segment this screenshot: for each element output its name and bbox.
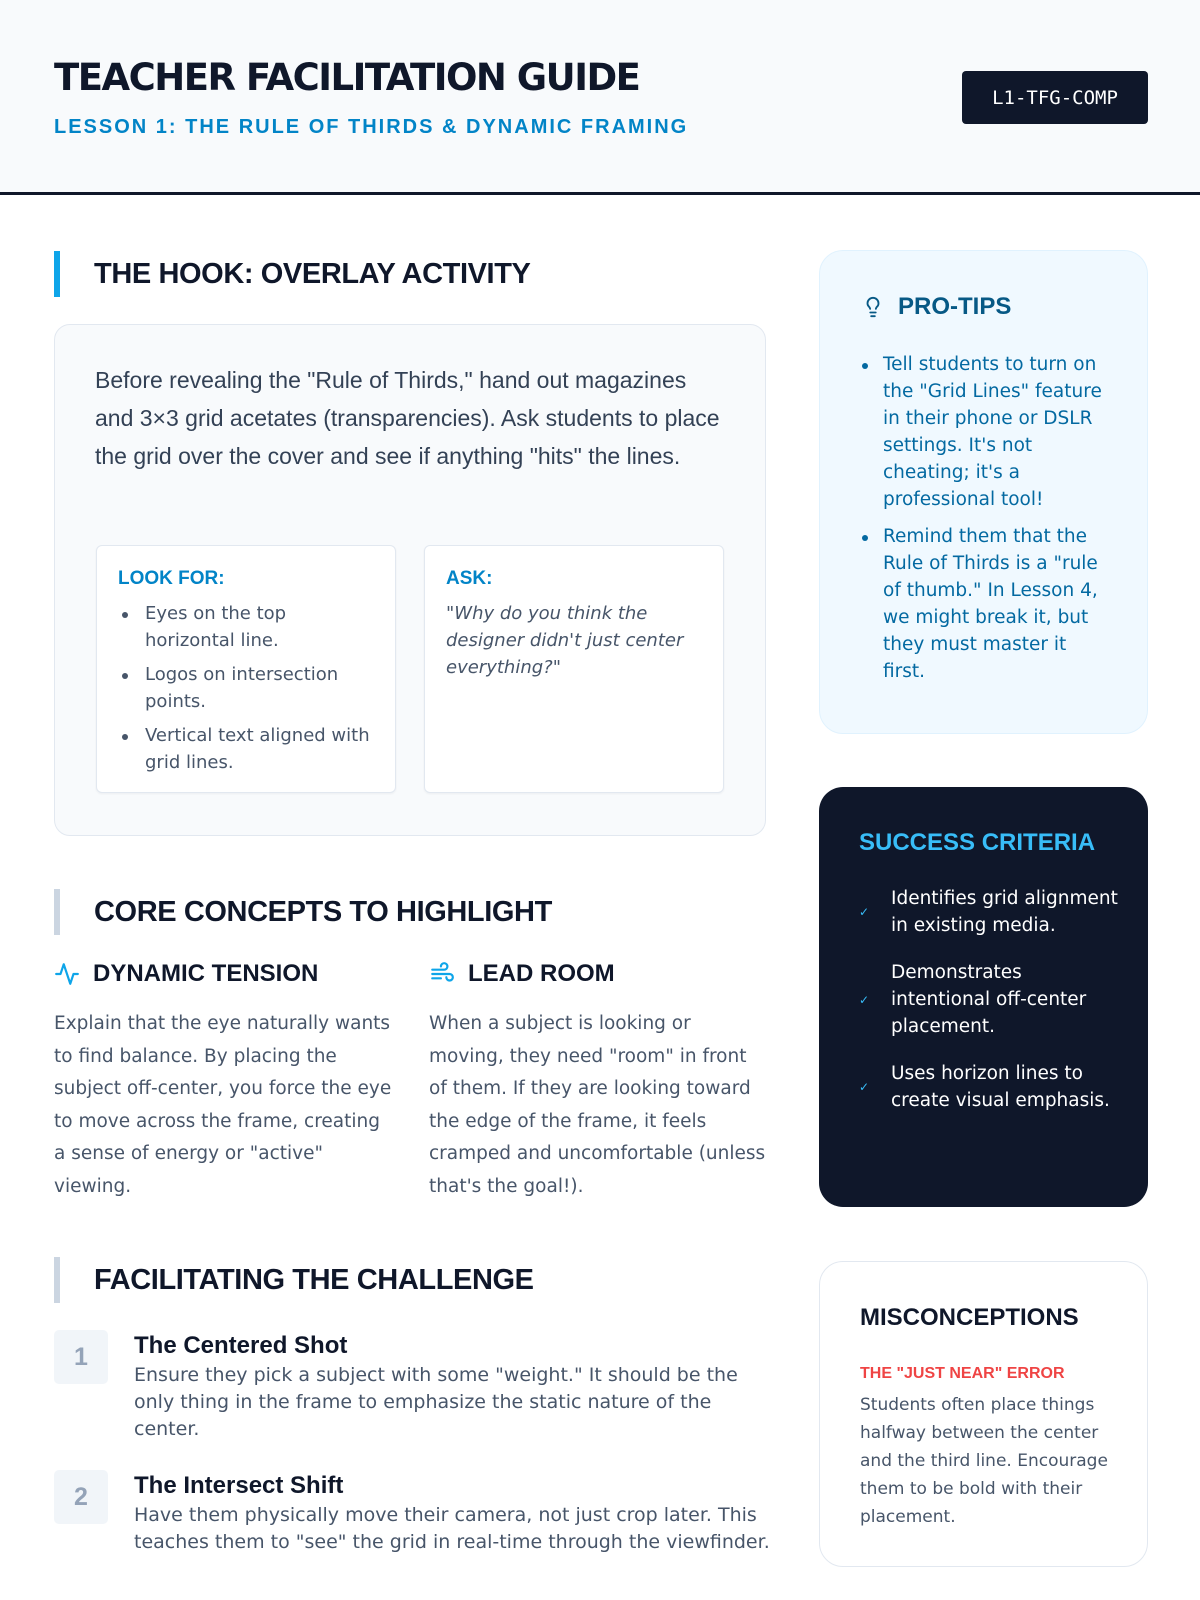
document-code-badge: L1-TFG-COMP	[962, 71, 1148, 124]
concept-title-dynamic-tension	[54, 960, 318, 988]
list-item	[859, 1060, 1119, 1114]
step-title: The Centered Shot	[134, 1332, 348, 1359]
criteria-text: Demonstrates intentional off-center placement.	[891, 962, 1087, 1037]
page-title: TEACHER FACILITATION GUIDE	[54, 56, 640, 99]
success-criteria-title: SUCCESS CRITERIA	[859, 829, 1096, 856]
check-icon: ✓	[859, 1080, 870, 1094]
concept-body-lead-room: When a subject is looking or moving, they need "room" in front of them. If they are looking toward the edge of the frame, it feels cramped and uncomfortable (unless that's the goal!).	[429, 1013, 766, 1197]
concept-title-lead-room	[429, 960, 615, 988]
ask-quote: "Why do you think the designer didn't just center everything?"	[446, 603, 684, 678]
list-item: Tell students to turn on the "Grid Lines" feature in their phone or DSLR settings. It's not cheating; it's a professional tool!	[860, 351, 1110, 513]
success-criteria-card	[819, 787, 1148, 1207]
look-for-card	[96, 545, 396, 793]
lesson-subtitle: LESSON 1: THE RULE OF THIRDS & DYNAMIC FRAMING	[54, 116, 689, 138]
list-item	[859, 959, 1119, 1040]
success-criteria-list	[859, 885, 1119, 1134]
concept-body-dynamic-tension: Explain that the eye naturally wants to find balance. By placing the subject off-center, you force the eye to move across the frame, creating a sense of energy or "active" viewing.	[54, 1013, 392, 1197]
wind-icon	[429, 961, 455, 987]
check-icon: ✓	[859, 905, 870, 919]
list-item: Vertical text aligned with grid lines.	[118, 722, 378, 776]
check-icon: ✓	[859, 992, 870, 1007]
look-for-list	[118, 600, 378, 783]
misconceptions-card	[819, 1261, 1148, 1567]
pro-tips-title-text: PRO-TIPS	[898, 293, 1012, 320]
ask-card	[424, 545, 724, 793]
page-header	[0, 0, 1200, 195]
concept-title-text: DYNAMIC TENSION	[93, 960, 319, 987]
pro-tips-list	[860, 351, 1110, 695]
list-item: Remind them that the Rule of Thirds is a "rule of thumb." In Lesson 4, we might break it, but they must master it first.	[860, 523, 1110, 685]
misconceptions-title: MISCONCEPTIONS	[860, 1304, 1079, 1331]
concept-title-text: LEAD ROOM	[468, 960, 615, 987]
step-title: The Intersect Shift	[134, 1472, 344, 1499]
core-concepts-heading: CORE CONCEPTS TO HIGHLIGHT	[54, 889, 552, 935]
hook-card	[54, 324, 766, 836]
criteria-text: Uses horizon lines to create visual emphasis.	[891, 1063, 1110, 1111]
step-description: Have them physically move their camera, not just crop later. This teaches them to "see" the grid in real-time through the viewfinder.	[134, 1504, 770, 1553]
lightbulb-icon	[862, 294, 884, 320]
pro-tips-title	[862, 293, 1011, 321]
activity-icon	[54, 961, 80, 987]
step-description: Ensure they pick a subject with some "weight." It should be the only thing in the frame to emphasize the static nature of the center.	[134, 1364, 738, 1440]
hook-heading: THE HOOK: OVERLAY ACTIVITY	[54, 251, 530, 297]
list-item: Eyes on the top horizontal line.	[118, 600, 378, 654]
pro-tips-card	[819, 250, 1148, 734]
misconception-label: THE "JUST NEAR" ERROR	[860, 1365, 1065, 1382]
list-item	[859, 885, 1119, 939]
list-item: Logos on intersection points.	[118, 661, 378, 715]
hook-intro: Before revealing the "Rule of Thirds," hand out magazines and 3×3 grid acetates (transparencies). Ask students to place the grid over the cover and see if anything "hits" the lines.	[95, 367, 720, 469]
misconception-text: Students often place things halfway between the center and the third line. Encourage them to be bold with their placement.	[860, 1395, 1108, 1527]
challenge-heading: FACILITATING THE CHALLENGE	[54, 1257, 534, 1303]
look-for-label: LOOK FOR:	[118, 568, 225, 589]
step-number: 2	[54, 1470, 108, 1524]
step-number: 1	[54, 1330, 108, 1384]
ask-label: ASK:	[446, 568, 493, 589]
criteria-text: Identifies grid alignment in existing media.	[891, 888, 1118, 936]
